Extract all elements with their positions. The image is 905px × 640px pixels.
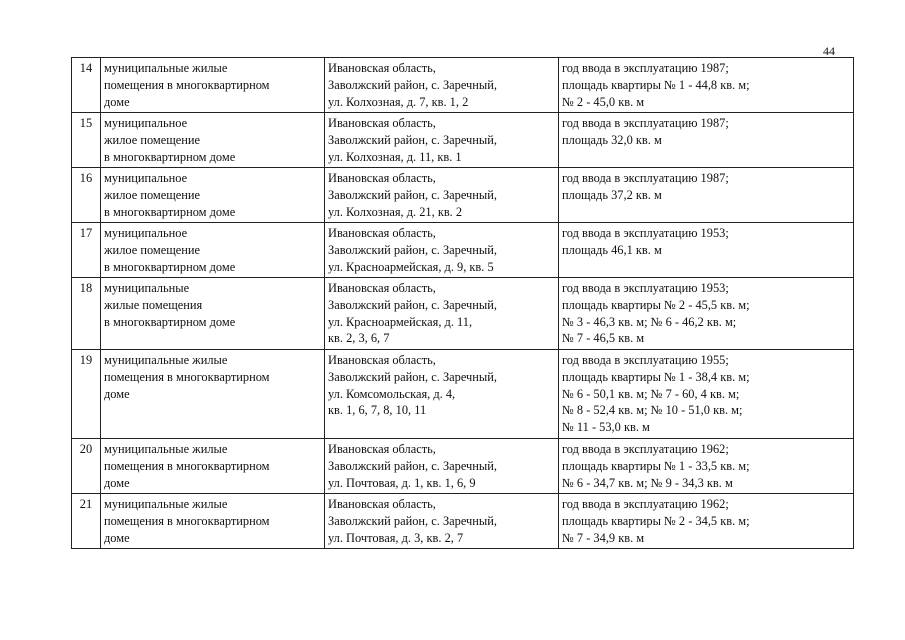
address-cell: Ивановская область, Заволжский район, с. Заречный, ул. Колхозная, д. 21, кв. 2 bbox=[325, 168, 559, 223]
characteristics-cell: год ввода в эксплуатацию 1987; площадь 32,0 кв. м bbox=[559, 113, 854, 168]
table-row bbox=[72, 168, 854, 223]
object-name-cell: муниципальные жилые помещения в многоквартирном доме bbox=[101, 58, 325, 113]
address-cell: Ивановская область, Заволжский район, с. Заречный, ул. Красноармейская, д. 9, кв. 5 bbox=[325, 223, 559, 278]
characteristics-cell: год ввода в эксплуатацию 1962; площадь квартиры № 1 - 33,5 кв. м; № 6 - 34,7 кв. м; № 9 - 34,3 кв. м bbox=[559, 439, 854, 494]
page-number: 44 bbox=[823, 44, 835, 58]
row-number: 20 bbox=[72, 439, 101, 494]
object-name-cell: муниципальные жилые помещения в многоквартирном доме bbox=[101, 439, 325, 494]
object-name-cell: муниципальное жилое помещение в многоквартирном доме bbox=[101, 113, 325, 168]
object-name-cell: муниципальные жилые помещения в многоквартирном доме bbox=[101, 278, 325, 350]
characteristics-cell: год ввода в эксплуатацию 1962; площадь квартиры № 2 - 34,5 кв. м; № 7 - 34,9 кв. м bbox=[559, 494, 854, 549]
address-cell: Ивановская область, Заволжский район, с. Заречный, ул. Почтовая, д. 1, кв. 1, 6, 9 bbox=[325, 439, 559, 494]
characteristics-cell: год ввода в эксплуатацию 1953; площадь 46,1 кв. м bbox=[559, 223, 854, 278]
object-name-cell: муниципальные жилые помещения в многоквартирном доме bbox=[101, 494, 325, 549]
characteristics-cell: год ввода в эксплуатацию 1955; площадь квартиры № 1 - 38,4 кв. м; № 6 - 50,1 кв. м; № 7 - 60, 4 кв. м; № 8 - 52,4 кв. м; № 10 - 51,0 кв. м; № 11 - 53,0 кв. м bbox=[559, 350, 854, 439]
table-row bbox=[72, 113, 854, 168]
row-number: 16 bbox=[72, 168, 101, 223]
property-registry-table bbox=[71, 57, 854, 549]
row-number: 18 bbox=[72, 278, 101, 350]
row-number: 19 bbox=[72, 350, 101, 439]
table-row bbox=[72, 223, 854, 278]
characteristics-cell: год ввода в эксплуатацию 1987; площадь квартиры № 1 - 44,8 кв. м; № 2 - 45,0 кв. м bbox=[559, 58, 854, 113]
table-row bbox=[72, 350, 854, 439]
row-number: 17 bbox=[72, 223, 101, 278]
address-cell: Ивановская область, Заволжский район, с. Заречный, ул. Красноармейская, д. 11, кв. 2, 3, 6, 7 bbox=[325, 278, 559, 350]
address-cell: Ивановская область, Заволжский район, с. Заречный, ул. Почтовая, д. 3, кв. 2, 7 bbox=[325, 494, 559, 549]
table-row bbox=[72, 494, 854, 549]
characteristics-cell: год ввода в эксплуатацию 1987; площадь 37,2 кв. м bbox=[559, 168, 854, 223]
table-row bbox=[72, 278, 854, 350]
table-row bbox=[72, 58, 854, 113]
row-number: 21 bbox=[72, 494, 101, 549]
characteristics-cell: год ввода в эксплуатацию 1953; площадь квартиры № 2 - 45,5 кв. м; № 3 - 46,3 кв. м; № 6 - 46,2 кв. м; № 7 - 46,5 кв. м bbox=[559, 278, 854, 350]
object-name-cell: муниципальное жилое помещение в многоквартирном доме bbox=[101, 223, 325, 278]
address-cell: Ивановская область, Заволжский район, с. Заречный, ул. Комсомольская, д. 4, кв. 1, 6, 7, 8, 10, 11 bbox=[325, 350, 559, 439]
table-row bbox=[72, 439, 854, 494]
address-cell: Ивановская область, Заволжский район, с. Заречный, ул. Колхозная, д. 7, кв. 1, 2 bbox=[325, 58, 559, 113]
object-name-cell: муниципальное жилое помещение в многоквартирном доме bbox=[101, 168, 325, 223]
row-number: 15 bbox=[72, 113, 101, 168]
row-number: 14 bbox=[72, 58, 101, 113]
object-name-cell: муниципальные жилые помещения в многоквартирном доме bbox=[101, 350, 325, 439]
address-cell: Ивановская область, Заволжский район, с. Заречный, ул. Колхозная, д. 11, кв. 1 bbox=[325, 113, 559, 168]
